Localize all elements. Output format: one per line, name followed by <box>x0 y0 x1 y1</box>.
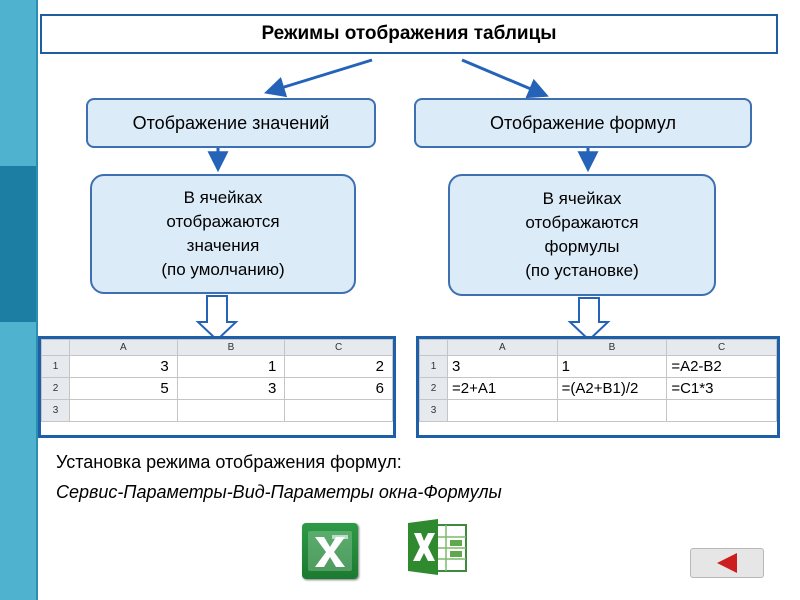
row-header: 2 <box>42 378 70 400</box>
row-header: 3 <box>42 400 70 422</box>
sheet-values <box>38 336 396 438</box>
cell <box>285 400 393 422</box>
back-arrow-icon <box>707 551 747 575</box>
cell: =C1*3 <box>667 378 777 400</box>
table-row <box>420 378 777 400</box>
column-header: A <box>448 340 558 356</box>
menu-path-text: Сервис-Параметры-Вид-Параметры окна-Формулы <box>56 482 502 502</box>
table-row <box>420 400 777 422</box>
corner-cell <box>42 340 70 356</box>
cell: =A2-B2 <box>667 356 777 378</box>
column-header: B <box>557 340 667 356</box>
table-row <box>42 378 393 400</box>
diagram-title: Режимы отображения таблицы <box>40 14 778 54</box>
desc-line: значения <box>186 236 260 255</box>
column-header: B <box>177 340 285 356</box>
cell <box>177 400 285 422</box>
cell <box>557 400 667 422</box>
desc-line: (по установке) <box>525 261 639 280</box>
table-row <box>42 356 393 378</box>
row-header: 2 <box>420 378 448 400</box>
column-header-row <box>42 340 393 356</box>
sheet-formulas <box>416 336 780 438</box>
cell: 5 <box>70 378 178 400</box>
mode-formulas-box: Отображение формул <box>414 98 752 148</box>
desc-line: отображаются <box>525 213 639 232</box>
cell: 3 <box>448 356 558 378</box>
mode-values-box: Отображение значений <box>86 98 376 148</box>
excel-2007-icon[interactable] <box>404 517 472 577</box>
cell: =(A2+B1)/2 <box>557 378 667 400</box>
cell: 3 <box>70 356 178 378</box>
cell: =2+A1 <box>448 378 558 400</box>
column-header: C <box>285 340 393 356</box>
excel-icon[interactable] <box>302 523 358 579</box>
row-header: 3 <box>420 400 448 422</box>
desc-values-box <box>90 174 356 294</box>
desc-formulas-box <box>448 174 716 296</box>
cell <box>70 400 178 422</box>
block-arrow-right <box>570 298 608 340</box>
row-header: 1 <box>420 356 448 378</box>
cell: 6 <box>285 378 393 400</box>
desc-line: отображаются <box>166 212 280 231</box>
cell <box>448 400 558 422</box>
cell: 2 <box>285 356 393 378</box>
instruction-text: Установка режима отображения формул: <box>56 452 402 472</box>
arrow-title-to-values <box>268 60 372 92</box>
cell <box>667 400 777 422</box>
desc-line: формулы <box>544 237 620 256</box>
desc-line: В ячейках <box>542 189 622 208</box>
cell: 3 <box>177 378 285 400</box>
row-header: 1 <box>42 356 70 378</box>
cell: 1 <box>177 356 285 378</box>
desc-line: (по умолчанию) <box>161 260 285 279</box>
table-row <box>42 400 393 422</box>
table-row <box>420 356 777 378</box>
desc-line: В ячейках <box>183 188 263 207</box>
column-header-row <box>420 340 777 356</box>
arrow-title-to-formulas <box>462 60 545 95</box>
column-header: A <box>70 340 178 356</box>
corner-cell <box>420 340 448 356</box>
back-button[interactable] <box>690 548 764 578</box>
column-header: C <box>667 340 777 356</box>
cell: 1 <box>557 356 667 378</box>
block-arrow-left <box>198 296 236 340</box>
